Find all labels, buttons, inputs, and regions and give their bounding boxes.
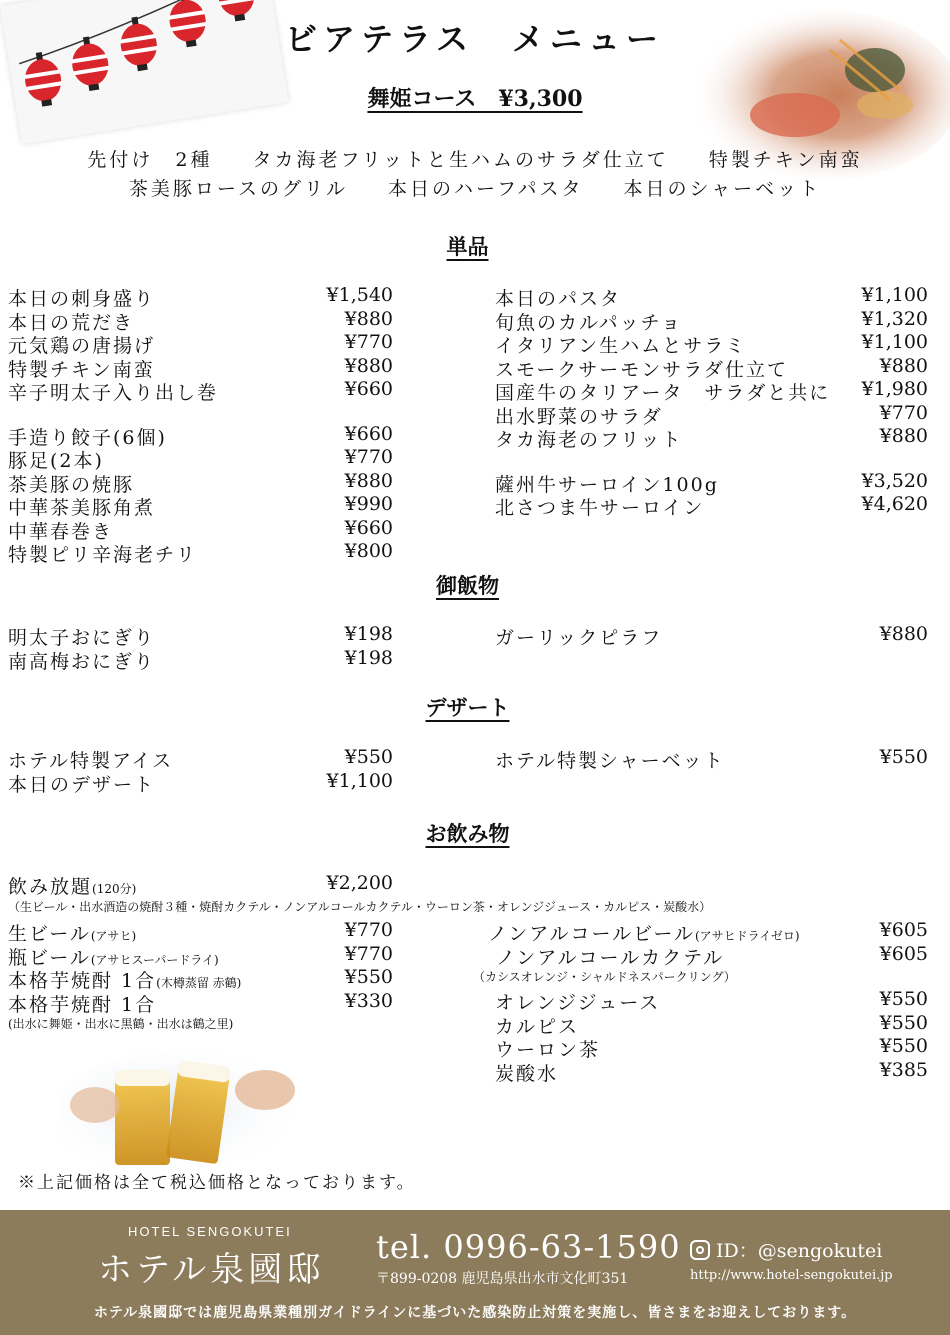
- section-heading-dessert: デザート: [425, 695, 510, 720]
- tanpin-right-column: [495, 284, 928, 517]
- course-line-1: [0, 145, 950, 172]
- menu-item: ガーリックピラフ ¥880: [495, 623, 928, 649]
- menu-item: ウーロン茶 ¥550: [495, 1035, 928, 1061]
- nomihodai-note: （生ビール・出水酒造の焼酎３種・焼酎カクテル・ノンアルコールカクテル・ウーロン茶・オレンジジュース・カルピス・炭酸水）: [8, 900, 712, 914]
- guideline-text: ホテル泉國邸では鹿児島県業種別ガイドラインに基づいた感染防止対策を実施し、皆さまをお迎えしております。: [93, 1305, 857, 1321]
- menu-item: 薩州牛サーロイン100g ¥3,520: [495, 469, 928, 496]
- menu-item: 特製ピリ辛海老チリ ¥800: [8, 540, 393, 566]
- menu-item: 本日の荒だき ¥880: [8, 307, 393, 334]
- menu-item: 炭酸水 ¥385: [495, 1058, 928, 1085]
- hotel-address: 〒899-0208 鹿児島県出水市文化町351: [376, 1271, 629, 1287]
- hotel-name-jp: ホテル泉國邸: [98, 1250, 325, 1290]
- menu-item: 明太子おにぎり ¥198: [8, 623, 393, 649]
- menu-item: 元気鶏の唐揚げ ¥770: [8, 331, 393, 357]
- instagram-icon: [690, 1240, 710, 1260]
- section-heading-tanpin: 単品: [446, 234, 489, 259]
- course-item: 本日のシャーベット: [623, 178, 822, 200]
- menu-item: 北さつま牛サーロイン ¥4,620: [495, 493, 928, 519]
- gohan-left-column: [8, 623, 393, 673]
- lanterns-image: [0, 0, 294, 144]
- section-heading-gohan: 御飯物: [436, 573, 499, 598]
- menu-item: ホテル特製アイス ¥550: [8, 746, 393, 772]
- dessert-left-column: [8, 746, 393, 796]
- menu-item: ホテル特製シャーベット ¥550: [495, 746, 928, 772]
- course-title: 舞姫コース ¥3,300: [367, 86, 583, 112]
- menu-item: ノンアルコールカクテル ¥605: [496, 942, 928, 969]
- menu-item: 茶美豚の焼豚 ¥880: [8, 469, 393, 496]
- hotel-tel: tel. 0996-63-1590: [376, 1228, 681, 1266]
- hotel-name-en: HOTEL SENGOKUTEI: [128, 1224, 292, 1239]
- page-title: ビアテラス メニュー: [285, 20, 665, 58]
- menu-item: 本格芋焼酎 1合(木樽蒸留 赤鶴) ¥550: [8, 966, 393, 992]
- lantern-4: [165, 0, 209, 49]
- menu-item: ノンアルコールビール(アサヒドライゼロ) ¥605: [488, 919, 928, 945]
- gohan-right-column: [495, 623, 928, 647]
- menu-item: 飲み放題(120分) ¥2,200: [8, 872, 393, 898]
- drinks-left-column: [8, 919, 393, 1032]
- tanpin-left-column: [8, 284, 393, 564]
- menu-item: 辛子明太子入り出し巻 ¥660: [8, 378, 393, 404]
- menu-item: 本日のデザート ¥1,100: [8, 769, 393, 796]
- menu-item: オレンジジュース ¥550: [495, 988, 928, 1014]
- menu-item: 生ビール(アサヒ) ¥770: [8, 919, 393, 945]
- tax-note: ※上記価格は全て税込価格となっております。: [18, 1173, 416, 1193]
- course-item: タカ海老フリットと生ハムのサラダ仕立て: [252, 149, 669, 171]
- menu-item: 本日のパスタ ¥1,100: [495, 284, 928, 310]
- shochu-note: (出水に舞姫・出水に黒鶴・出水は鶴之里): [8, 1017, 234, 1031]
- menu-item: 本日の刺身盛り ¥1,540: [8, 284, 393, 310]
- menu-item: 中華春巻き ¥660: [8, 516, 393, 543]
- course-item: 本日のハーフパスタ: [387, 178, 584, 200]
- dessert-right-column: [495, 746, 928, 770]
- instagram-id: ID：@sengokutei: [716, 1240, 883, 1262]
- menu-item: カルピス ¥550: [495, 1011, 928, 1038]
- course-item: 茶美豚ロースのグリル: [128, 178, 348, 200]
- menu-item: 特製チキン南蛮 ¥880: [8, 354, 393, 381]
- menu-item: 国産牛のタリアータ サラダと共に ¥1,980: [495, 378, 928, 404]
- menu-item: 豚足(2本) ¥770: [8, 446, 393, 472]
- course-item: 先付け 2種: [87, 149, 213, 171]
- menu-item: 出水野菜のサラダ ¥770: [495, 401, 928, 428]
- lantern-5: [214, 0, 258, 23]
- menu-item: 瓶ビール(アサヒスーパードライ) ¥770: [8, 942, 393, 969]
- lantern-3: [117, 14, 161, 73]
- instagram-line[interactable]: [690, 1236, 882, 1263]
- menu-item: スモークサーモンサラダ仕立て ¥880: [495, 354, 928, 381]
- menu-item: 手造り餃子(6個) ¥660: [8, 422, 393, 449]
- course-item: 特製チキン南蛮: [708, 149, 863, 171]
- hotel-footer: [0, 1210, 950, 1335]
- course-line-2: [0, 174, 950, 201]
- menu-item: イタリアン生ハムとサラミ ¥1,100: [495, 331, 928, 357]
- hotel-url[interactable]: http://www.hotel-sengokutei.jp: [690, 1268, 893, 1283]
- section-heading-drinks: お飲み物: [425, 821, 510, 846]
- menu-item: タカ海老のフリット ¥880: [495, 425, 928, 451]
- menu-item: 旬魚のカルパッチョ ¥1,320: [495, 307, 928, 334]
- beer-toast-photo: [60, 1045, 320, 1175]
- lantern-decoration: [0, 0, 289, 144]
- menu-item: 南高梅おにぎり ¥198: [8, 646, 393, 673]
- cocktail-note: （カシスオレンジ・シャルドネスパークリング）: [473, 970, 736, 984]
- nomihodai-row: [8, 872, 393, 896]
- drinks-right-column: [473, 919, 928, 1085]
- menu-item: 本格芋焼酎 1合 ¥330: [8, 989, 393, 1016]
- menu-item: 中華茶美豚角煮 ¥990: [8, 493, 393, 519]
